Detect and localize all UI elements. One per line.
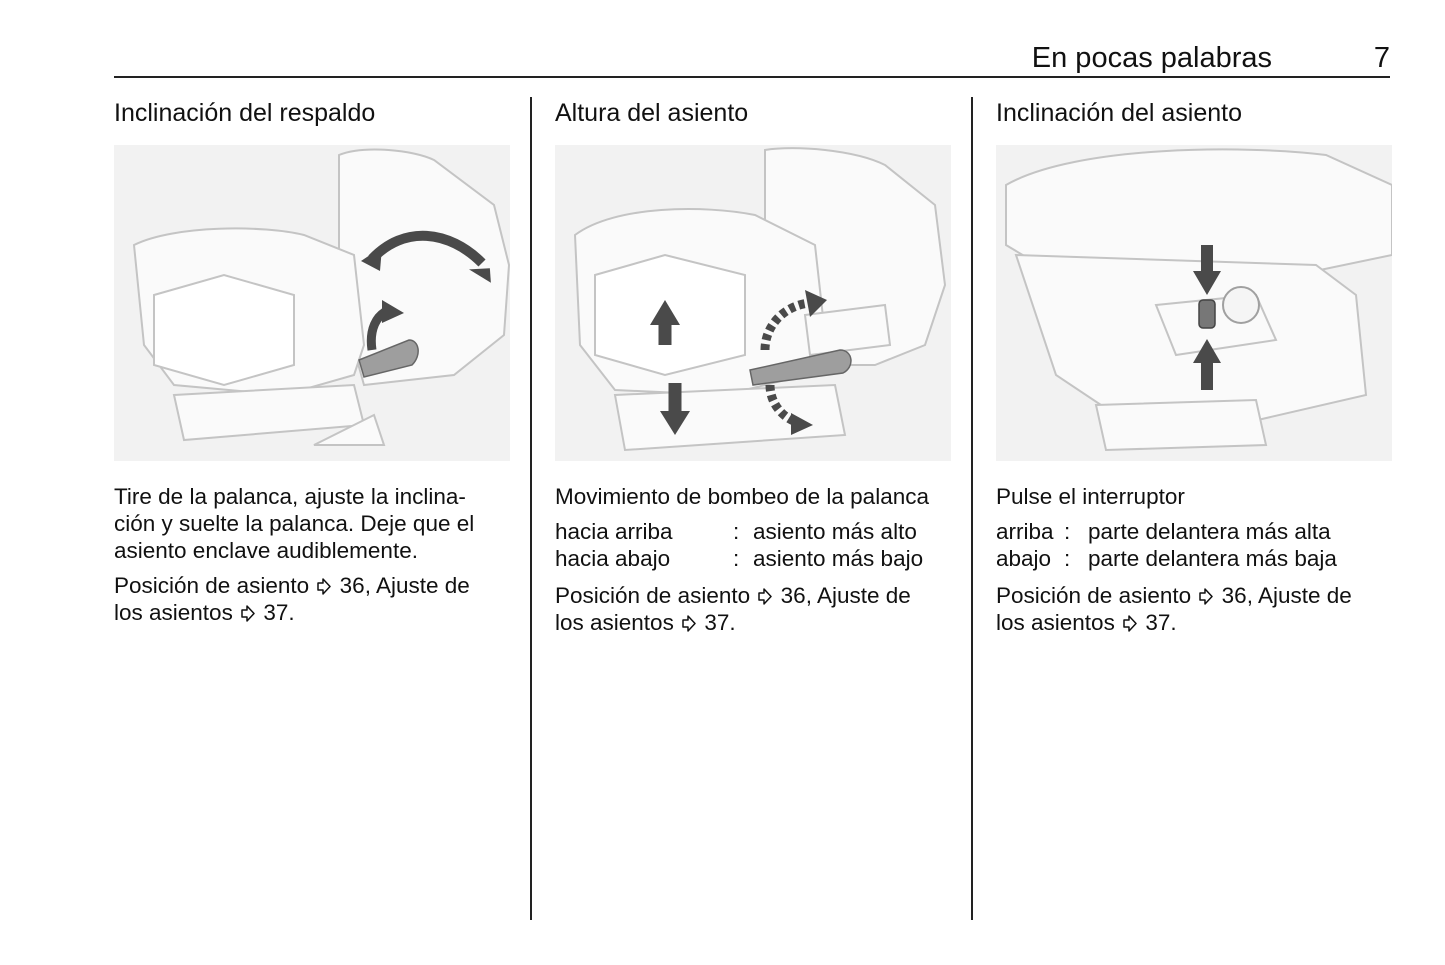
page-reference-arrow-icon bbox=[682, 615, 696, 632]
section-title: En pocas palabras bbox=[1031, 42, 1272, 74]
reference-text: los asientos bbox=[996, 610, 1115, 635]
reference-text: los asientos bbox=[555, 610, 674, 635]
direction-value: parte delantera más baja bbox=[1088, 546, 1337, 571]
reference-link[interactable]: 36, Ajuste de bbox=[1221, 583, 1352, 608]
reference-text: Posición de asiento bbox=[114, 573, 310, 598]
section-heading: Inclinación del asiento bbox=[996, 99, 1242, 127]
reference-text: Posición de asiento bbox=[555, 583, 751, 608]
cross-reference bbox=[996, 582, 1392, 636]
direction-value: asiento más bajo bbox=[753, 546, 924, 571]
page-reference-arrow-icon bbox=[317, 578, 331, 595]
separator: : bbox=[733, 546, 740, 571]
section-heading: Inclinación del respaldo bbox=[114, 99, 376, 127]
page-reference-arrow-icon bbox=[758, 588, 772, 605]
table-row bbox=[996, 518, 1337, 545]
reference-link[interactable]: 36, Ajuste de bbox=[780, 583, 911, 608]
direction-value: parte delantera más alta bbox=[1088, 519, 1331, 544]
column-backrest-recline bbox=[114, 97, 510, 625]
page-reference-arrow-icon bbox=[1199, 588, 1213, 605]
separator: : bbox=[1064, 519, 1071, 544]
direction-key: hacia arriba bbox=[555, 519, 673, 544]
reference-link[interactable]: 37. bbox=[704, 610, 736, 635]
column-divider bbox=[530, 97, 532, 920]
table-row bbox=[996, 545, 1337, 572]
table-row bbox=[555, 518, 923, 545]
section-body bbox=[114, 483, 510, 634]
column-seat-height bbox=[555, 97, 951, 635]
reference-link[interactable]: 37. bbox=[263, 600, 295, 625]
section-heading: Altura del asiento bbox=[555, 99, 749, 127]
instruction-text: Pulse el interruptor bbox=[996, 484, 1185, 509]
column-divider bbox=[971, 97, 973, 920]
text-line: ción y suelte la palanca. Deje que el bbox=[114, 511, 475, 536]
column-seat-tilt bbox=[996, 97, 1392, 635]
instruction-paragraph bbox=[114, 483, 510, 564]
page-number: 7 bbox=[1373, 42, 1390, 74]
section-body bbox=[555, 483, 951, 644]
reference-text: Posición de asiento bbox=[996, 583, 1192, 608]
text-line: asiento enclave audiblemente. bbox=[114, 538, 418, 563]
text-line: Tire de la palanca, ajuste la inclina- bbox=[114, 484, 466, 509]
direction-table bbox=[996, 518, 1337, 572]
cross-reference bbox=[114, 572, 510, 626]
direction-key: hacia abajo bbox=[555, 546, 671, 571]
section-body bbox=[996, 483, 1392, 644]
seat-height-illustration bbox=[555, 145, 951, 461]
page-header bbox=[114, 40, 1390, 78]
direction-value: asiento más alto bbox=[753, 519, 917, 544]
page-reference-arrow-icon bbox=[241, 605, 255, 622]
direction-key: abajo bbox=[996, 546, 1052, 571]
direction-table bbox=[555, 518, 923, 572]
page-reference-arrow-icon bbox=[1123, 615, 1137, 632]
instruction-text: Movimiento de bombeo de la palanca bbox=[555, 484, 929, 509]
separator: : bbox=[1064, 546, 1071, 571]
table-row bbox=[555, 545, 923, 572]
reference-text: los asientos bbox=[114, 600, 233, 625]
direction-key: arriba bbox=[996, 519, 1054, 544]
cross-reference bbox=[555, 582, 951, 636]
reference-link[interactable]: 37. bbox=[1145, 610, 1177, 635]
seat-backrest-recline-illustration bbox=[114, 145, 510, 461]
seat-tilt-illustration bbox=[996, 145, 1392, 461]
separator: : bbox=[733, 519, 740, 544]
reference-link[interactable]: 36, Ajuste de bbox=[339, 573, 470, 598]
